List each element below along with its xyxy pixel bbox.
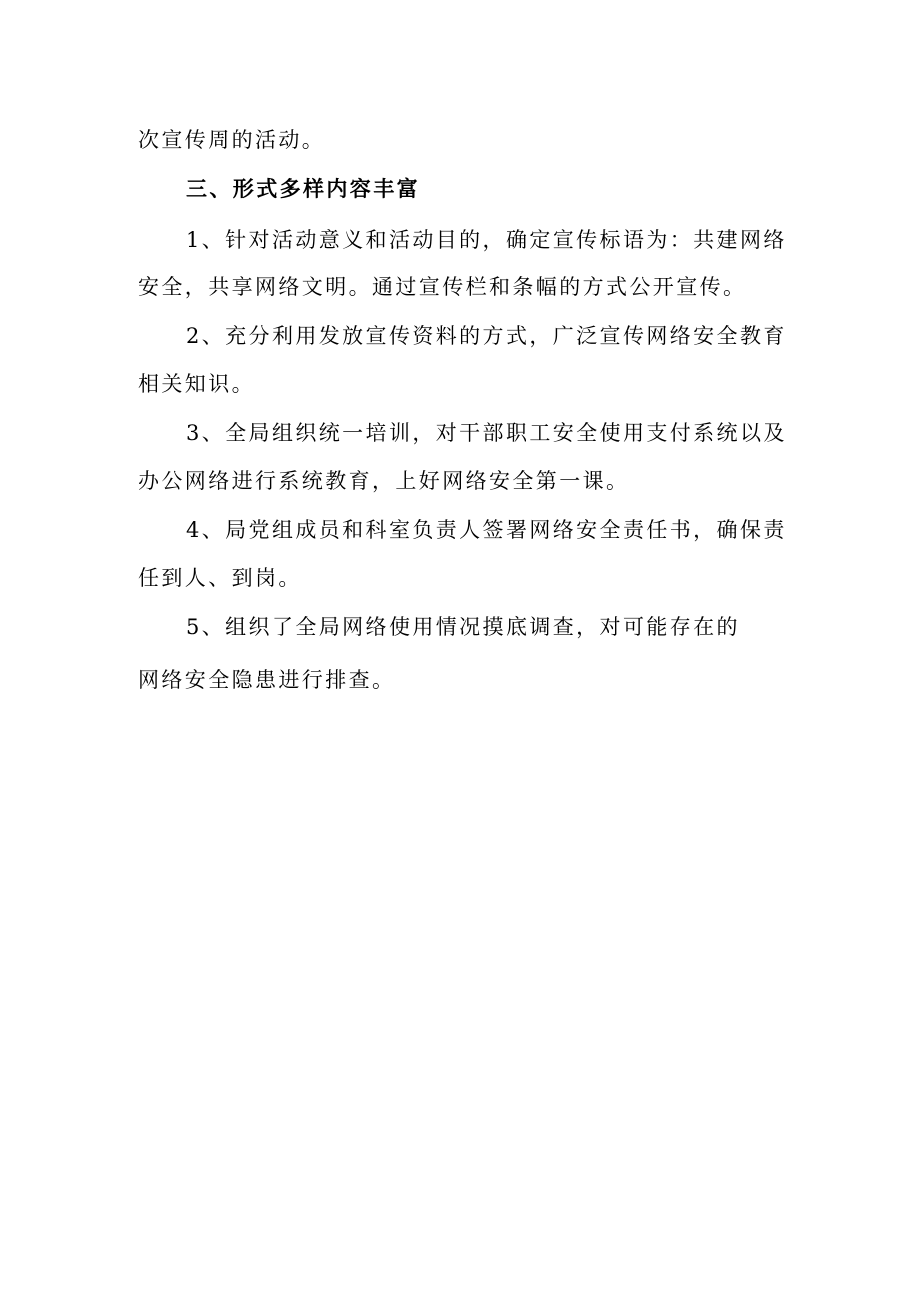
item-1-line-2: 安全，共享网络文明。通过宣传栏和条幅的方式公开宣传。: [138, 275, 747, 299]
item-2-line-1: 2、充分利用发放宣传资料的方式，广泛宣传网络安全教育: [186, 324, 787, 348]
item-3-line-2: 办公网络进行系统教育，上好网络安全第一课。: [138, 469, 630, 493]
section-heading: 三、形式多样内容丰富: [186, 176, 420, 201]
item-4-line-2: 任到人、到岗。: [138, 566, 302, 590]
item-3-line-1: 3、全局组织统一培训，对干部职工安全使用支付系统以及: [186, 421, 787, 445]
continuation-paragraph: 次宣传周的活动。: [138, 128, 326, 152]
item-5-line-1: 5、组织了全局网络使用情况摸底调查，对可能存在的: [186, 615, 740, 639]
item-4-line-1: 4、局党组成员和科室负责人签署网络安全责任书，确保责: [186, 518, 787, 542]
item-1-line-1: 1、针对活动意义和活动目的，确定宣传标语为：共建网络: [186, 228, 787, 252]
item-2-line-2: 相关知识。: [138, 372, 255, 396]
item-5-line-2: 网络安全隐患进行排查。: [138, 668, 396, 692]
